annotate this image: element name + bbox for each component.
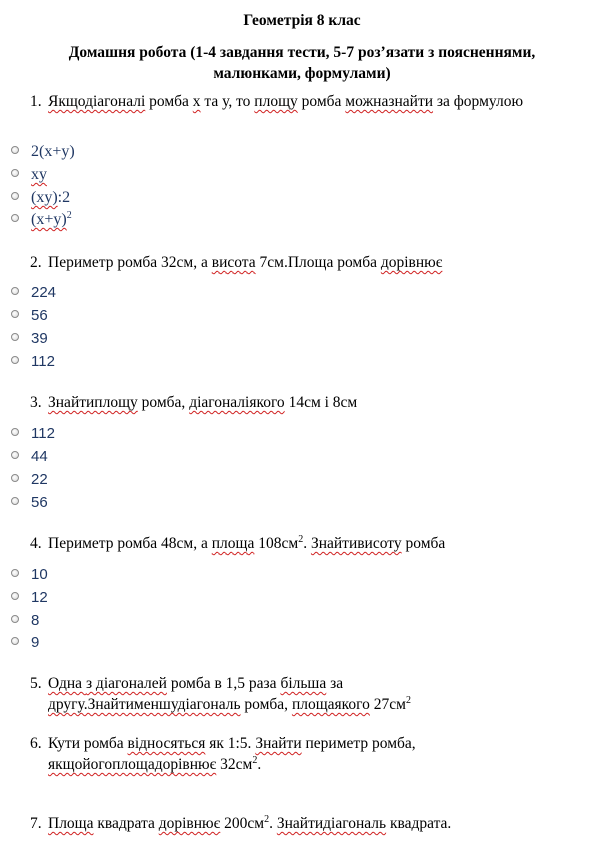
radio-button[interactable] [11, 169, 19, 177]
question-6 [30, 733, 580, 775]
question-3 [30, 392, 580, 413]
question-text: Периметр ромба 32см, а висота 7см.Площа ромба дорівнює [48, 254, 443, 271]
radio-button[interactable] [11, 474, 19, 482]
radio-button[interactable] [11, 451, 19, 459]
question-text: Кути ромба відносяться як 1:5. Знайти периметр ромба, якщойогоплощадорівнює $32см^2$. [48, 735, 416, 773]
question-text: Периметр ромба 48см, а площа $108см^2$. Знайтивисоту ромба [48, 534, 446, 552]
radio-button[interactable] [11, 428, 19, 436]
question-text: Одна з діагоналей ромба в 1,5 раза більша за другу.Знайтименшудіагональ ромба, площаякого $27см^2$ [48, 675, 411, 713]
question-4 [30, 533, 580, 554]
page-title: Геометрія 8 клас [243, 12, 361, 29]
question-7 [30, 813, 580, 834]
question-text: Площа квадрата дорівнює $200см^2$. Знайтидіагональ квадрата. [48, 814, 452, 832]
radio-button[interactable] [11, 592, 19, 600]
page-subtitle [20, 42, 584, 84]
radio-button[interactable] [11, 192, 19, 200]
radio-button[interactable] [11, 214, 19, 222]
subtitle-line-2: малюнками, формулами) [213, 65, 391, 82]
radio-button[interactable] [11, 287, 19, 295]
radio-button[interactable] [11, 310, 19, 318]
question-number: 3. [30, 394, 42, 411]
radio-button[interactable] [11, 497, 19, 505]
question-number: 6. [30, 735, 42, 752]
question-text: Якщодіагоналі ромба х та у, то площу ромба можназнайти за формулою [48, 93, 524, 110]
radio-button[interactable] [11, 615, 19, 623]
question-1 [30, 91, 580, 112]
question-number: 5. [30, 675, 42, 692]
radio-button[interactable] [11, 356, 19, 364]
subtitle-line-1: Домашня робота (1-4 завдання тести, 5-7 роз’язати з поясненнями, [68, 44, 536, 61]
question-number: 4. [30, 535, 42, 552]
radio-button[interactable] [11, 637, 19, 645]
question-number: 2. [30, 254, 42, 271]
question-5 [30, 673, 580, 715]
question-number: 1. [30, 93, 42, 110]
radio-button[interactable] [11, 146, 19, 154]
radio-button[interactable] [11, 333, 19, 341]
question-2 [30, 252, 580, 273]
question-number: 7. [30, 815, 42, 832]
radio-button[interactable] [11, 569, 19, 577]
question-text: Знайтиплощу ромба, діагоналіякого 14см і 8см [48, 394, 358, 411]
